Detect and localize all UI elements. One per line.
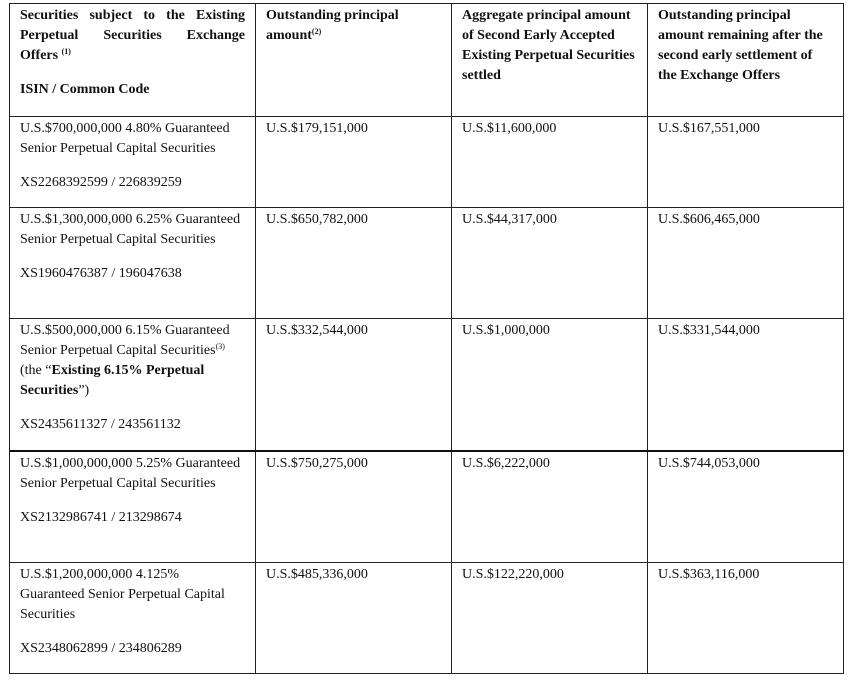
security-cell: [10, 117, 256, 208]
settled-amount: U.S.$6,222,000: [452, 451, 648, 563]
security-isin: XS1960476387 / 196047638: [20, 266, 182, 281]
security-cell: [10, 451, 256, 563]
remaining-amount: U.S.$606,465,000: [648, 208, 844, 319]
paren-open: (the “: [20, 363, 52, 378]
remaining-amount: U.S.$363,116,000: [648, 563, 844, 674]
remaining-amount: U.S.$744,053,000: [648, 451, 844, 563]
outstanding-amount: U.S.$750,275,000: [256, 451, 452, 563]
settled-amount: U.S.$122,220,000: [452, 563, 648, 674]
security-description: U.S.$1,000,000,000 5.25% Guaranteed Senior Perpetual Capital Securities: [20, 456, 241, 491]
header-remaining: Outstanding principal amount remaining after the second early settlement of the Exchange Offers: [648, 4, 844, 117]
outstanding-amount: U.S.$485,336,000: [256, 563, 452, 674]
security-cell: [10, 208, 256, 319]
security-cell: [10, 319, 256, 452]
header-securities: [10, 4, 256, 117]
outstanding-amount: U.S.$179,151,000: [256, 117, 452, 208]
table-row: [10, 208, 844, 319]
security-isin: XS2268392599 / 226839259: [20, 175, 182, 190]
footnote-ref-1: (1): [61, 47, 71, 56]
header-securities-line2: Perpetual Securities Exchange: [20, 28, 245, 43]
security-description-text: U.S.$500,000,000 6.15% Guaranteed Senior Perpetual Capital Securities: [20, 323, 230, 358]
security-description: U.S.$1,200,000,000 4.125% Guaranteed Senior Perpetual Capital Securities: [20, 567, 225, 622]
header-isin: ISIN / Common Code: [20, 82, 150, 97]
remaining-amount: U.S.$167,551,000: [648, 117, 844, 208]
table-row: [10, 451, 844, 563]
remaining-amount: U.S.$331,544,000: [648, 319, 844, 452]
securities-table: [9, 3, 844, 674]
footnote-ref-3: (3): [215, 342, 225, 351]
header-securities-line3: [20, 46, 245, 66]
header-outstanding: [256, 4, 452, 117]
settled-amount: U.S.$11,600,000: [452, 117, 648, 208]
security-cell: [10, 563, 256, 674]
table-row: [10, 319, 844, 452]
footnote-ref-2: (2): [311, 27, 322, 36]
paren-close: ”): [78, 383, 90, 398]
header-securities-line1: Securities subject to the Existing: [20, 8, 245, 23]
header-securities-offers: Offers: [20, 48, 59, 63]
table-row: [10, 117, 844, 208]
defined-term: Existing 6.15% Perpetual Securities: [20, 363, 205, 398]
security-description: U.S.$700,000,000 4.80% Guaranteed Senior Perpetual Capital Securities: [20, 121, 230, 156]
header-outstanding-text: Outstanding principal amount: [266, 8, 399, 43]
header-settled: Aggregate principal amount of Second Early Accepted Existing Perpetual Securities settled: [452, 4, 648, 117]
security-isin: XS2435611327 / 243561132: [20, 417, 181, 432]
outstanding-amount: U.S.$650,782,000: [256, 208, 452, 319]
security-description: U.S.$1,300,000,000 6.25% Guaranteed Senior Perpetual Capital Securities: [20, 212, 241, 247]
security-description: [20, 321, 245, 401]
outstanding-amount: U.S.$332,544,000: [256, 319, 452, 452]
settled-amount: U.S.$1,000,000: [452, 319, 648, 452]
security-isin: XS2348062899 / 234806289: [20, 641, 182, 656]
settled-amount: U.S.$44,317,000: [452, 208, 648, 319]
header-row: [10, 4, 844, 117]
security-isin: XS2132986741 / 213298674: [20, 510, 182, 525]
table-row: [10, 563, 844, 674]
